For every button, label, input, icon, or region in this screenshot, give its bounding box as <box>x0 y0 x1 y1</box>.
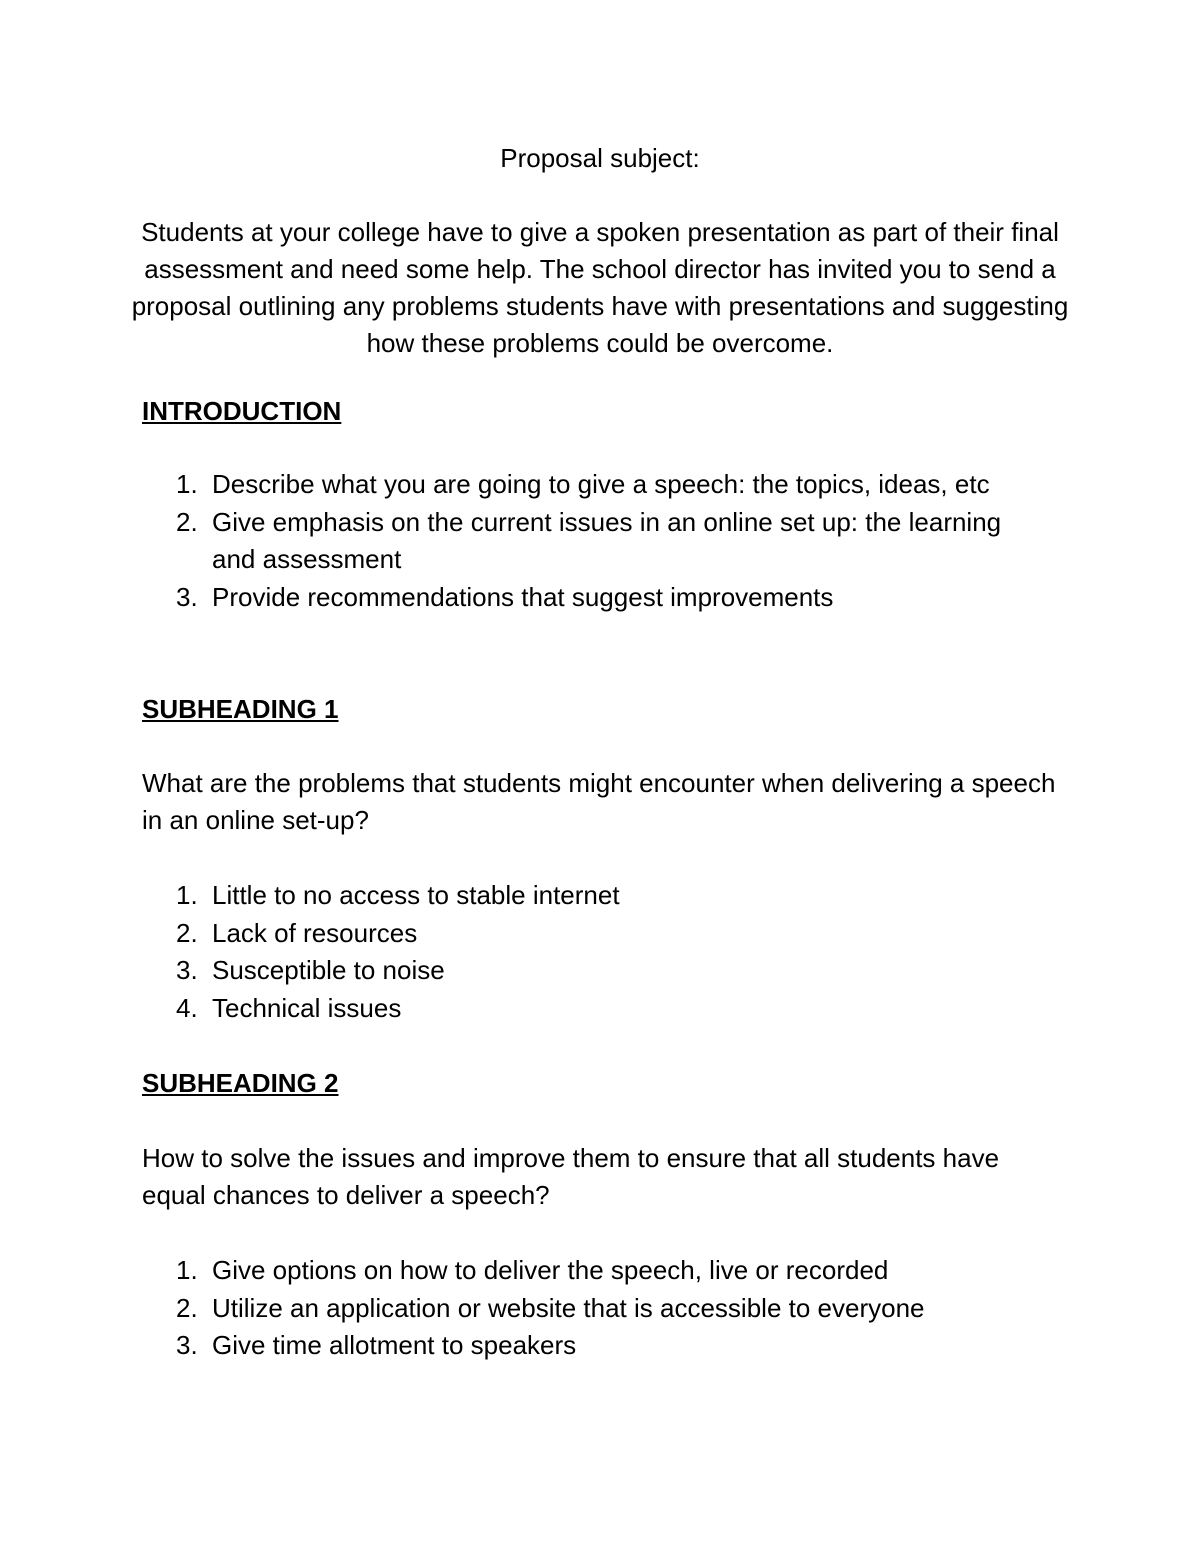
list-item <box>142 466 1042 504</box>
subheading-1-question: What are the problems that students might encounter when delivering a speech in an online set-up? <box>142 768 1056 835</box>
list-number: 4. <box>176 992 198 1023</box>
list-item-text: Describe what you are going to give a speech: the topics, ideas, etc <box>212 469 990 499</box>
list-number: 1. <box>176 880 198 910</box>
list-number: 3. <box>176 1330 198 1360</box>
list-item <box>142 1252 1042 1290</box>
list-item-text: Little to no access to stable internet <box>212 880 620 910</box>
list-item <box>142 990 1042 1028</box>
list-number: 2. <box>176 1292 198 1323</box>
list-number: 1. <box>176 1255 198 1285</box>
proposal-title: Proposal subject: <box>500 143 700 173</box>
list-number: 3. <box>176 955 198 985</box>
list-item-text: Lack of resources <box>212 917 418 948</box>
list-number: 2. <box>176 917 198 948</box>
list-item-text: Susceptible to noise <box>212 955 445 985</box>
list-number: 1. <box>176 469 198 499</box>
list-item-text: Provide recommendations that suggest improvements <box>212 581 834 612</box>
list-item-text: Technical issues <box>212 992 402 1023</box>
solutions-list <box>142 1252 1042 1365</box>
subheading-1: SUBHEADING 1 <box>142 694 339 724</box>
list-number: 3. <box>176 581 198 612</box>
list-item <box>142 1327 1042 1365</box>
introduction-heading: INTRODUCTION <box>142 396 342 426</box>
list-item <box>142 877 1042 915</box>
list-item <box>142 579 1042 617</box>
list-item-text: Utilize an application or website that is accessible to everyone <box>212 1292 925 1323</box>
introduction-list <box>142 466 1042 616</box>
problems-list <box>142 877 1042 1027</box>
list-item-text: Give time allotment to speakers <box>212 1330 577 1360</box>
list-number: 2. <box>176 506 198 537</box>
list-item-text: Give emphasis on the current issues in an online set up: the learning and assessment <box>212 506 1002 574</box>
subheading-2-question: How to solve the issues and improve them to ensure that all students have equal chances to deliver a speech? <box>142 1143 1000 1210</box>
list-item <box>142 1290 1042 1328</box>
proposal-prompt: Students at your college have to give a spoken presentation as part of their final assessment and need some help. The school director has invited you to send a proposal outlining any problems students have with presentations and suggesting how these problems could be overcome. <box>131 217 1069 358</box>
list-item <box>142 504 1042 579</box>
list-item <box>142 915 1042 953</box>
list-item <box>142 952 1042 990</box>
subheading-2: SUBHEADING 2 <box>142 1068 339 1098</box>
list-item-text: Give options on how to deliver the speech, live or recorded <box>212 1255 889 1285</box>
